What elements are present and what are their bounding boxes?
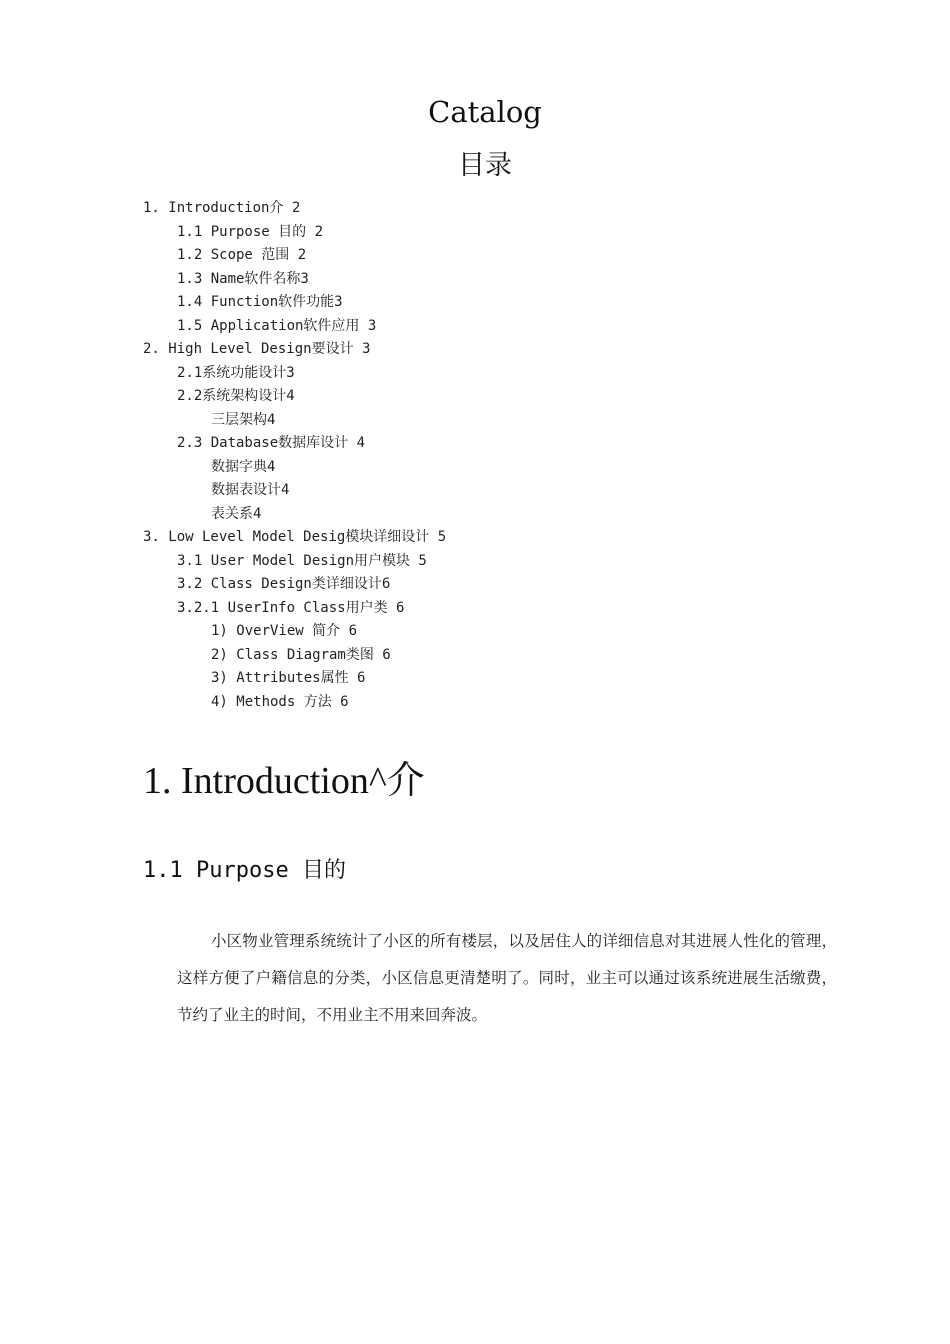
toc-entry[interactable]: 3.2.1 UserInfo Class用户类 6 <box>177 599 405 616</box>
toc-entry[interactable]: 数据字典4 <box>211 458 276 475</box>
toc-entry[interactable]: 表关系4 <box>211 505 262 522</box>
toc-entry[interactable]: 3. Low Level Model Desig模块详细设计 5 <box>143 529 447 545</box>
toc-entry[interactable]: 2.3 Database数据库设计 4 <box>177 435 366 451</box>
toc-entry[interactable]: 三层架构4 <box>211 411 276 428</box>
toc-entry[interactable]: 1.3 Name软件名称3 <box>177 270 309 287</box>
toc-entry[interactable]: 1.4 Function软件功能3 <box>177 294 343 310</box>
toc-entry[interactable]: 2. High Level Design要设计 3 <box>143 341 371 357</box>
purpose-paragraph: 小区物业管理系统统计了小区的所有楼层，以及居住人的详细信息对其进展人性化的管理，这样方便了户籍信息的分类，小区信息更清楚明了。同时，业主可以通过该系统进展生活缴费，节约了业主的时间，不用业主不用来回奔波。 <box>177 932 837 1024</box>
catalog-title-en: Catalog <box>428 95 542 129</box>
toc-entry[interactable]: 2.2系统架构设计4 <box>177 388 295 404</box>
toc-entry[interactable]: 4) Methods 方法 6 <box>211 693 349 710</box>
subsection-heading-purpose: 1.1 Purpose 目的 <box>143 858 346 883</box>
toc-entry[interactable]: 3.1 User Model Design用户模块 5 <box>177 552 427 569</box>
toc-entry[interactable]: 1) OverView 简介 6 <box>211 623 358 639</box>
toc-entry[interactable]: 1. Introduction介 2 <box>143 200 301 216</box>
toc-entry[interactable]: 3) Attributes属性 6 <box>211 670 366 686</box>
toc-entry[interactable]: 2.1系统功能设计3 <box>177 364 295 381</box>
toc-entry[interactable]: 3.2 Class Design类详细设计6 <box>177 576 391 592</box>
section-heading-introduction: 1. Introduction^介 <box>143 760 425 802</box>
toc-entry[interactable]: 1.5 Application软件应用 3 <box>177 317 377 334</box>
toc-entry[interactable]: 1.2 Scope 范围 2 <box>177 247 307 263</box>
catalog-title-zh: 目录 <box>458 150 512 181</box>
toc-entry[interactable]: 1.1 Purpose 目的 2 <box>177 223 324 240</box>
toc-entry[interactable]: 2) Class Diagram类图 6 <box>211 646 391 663</box>
toc-entry[interactable]: 数据表设计4 <box>211 482 290 498</box>
